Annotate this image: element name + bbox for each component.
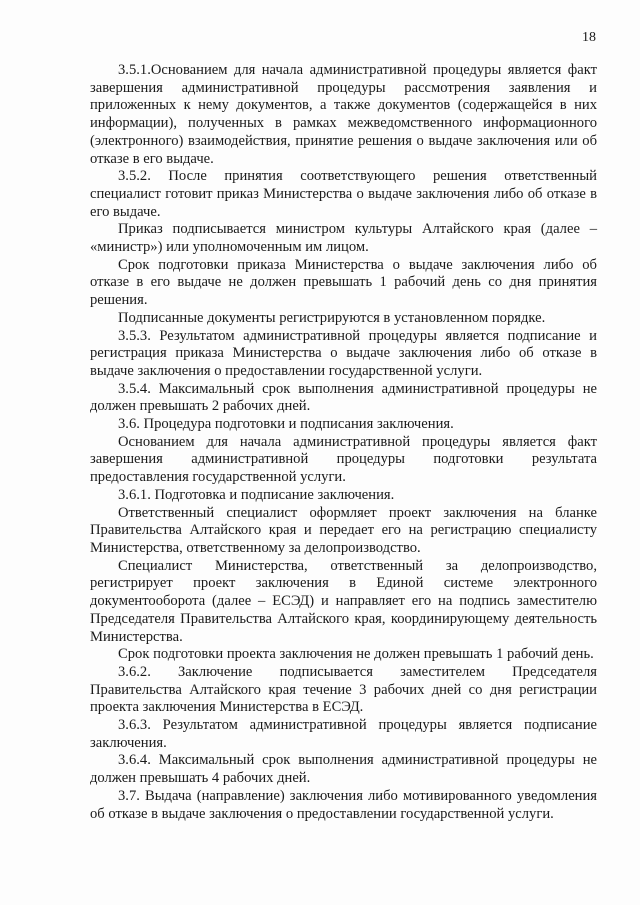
- paragraph-3-6-1: 3.6.1. Подготовка и подписание заключения.: [118, 486, 395, 503]
- paragraph-draft-deadline: Срок подготовки проекта заключения не должен превышать 1 рабочий день.: [118, 646, 594, 663]
- paragraph-draft-preparation: Ответственный специалист оформляет проект заключения на бланке Правительства Алтайского края и передает его на регистрацию специалисту Министерства, ответственному за делопроизводство.: [90, 504, 597, 556]
- paragraph-3-7: 3.7. Выдача (направление) заключения либо мотивированного уведомления об отказе в выдаче заключения о предоставлении государственной услуги.: [90, 787, 597, 822]
- paragraph-draft-registration: Специалист Министерства, ответственный за делопроизводство, регистрирует проект заключения в Единой системе электронного документооборота (далее – ЕСЭД) и направляет его на подпись заместителю Председателя Правительства Алтайского края, координирующему деятельность Министерства.: [90, 557, 597, 645]
- paragraph-3-5-4: 3.5.4. Максимальный срок выполнения административной процедуры не должен превышать 2 рабочих дней.: [90, 380, 597, 415]
- paragraph-registration: Подписанные документы регистрируются в установленном порядке.: [118, 309, 546, 326]
- paragraph-3-6: 3.6. Процедура подготовки и подписания заключения.: [118, 416, 454, 433]
- page-number: 18: [582, 30, 596, 45]
- paragraph-3-6-2: 3.6.2. Заключение подписывается заместителем Председателя Правительства Алтайского края течение 3 рабочих дней со дня регистрации проекта заключения Министерства в ЕСЭД.: [90, 663, 597, 716]
- paragraph-3-6-3: 3.6.3. Результатом административной процедуры является подписание заключения.: [90, 717, 597, 751]
- paragraph-order-signing: Приказ подписывается министром культуры Алтайского края (далее – «министр») или уполномоченным им лицом.: [90, 221, 597, 256]
- paragraph-3-6-4: 3.6.4. Максимальный срок выполнения административной процедуры не должен превышать 4 рабочих дней.: [90, 752, 597, 787]
- paragraph-3-5-1: 3.5.1.Основанием для начала административной процедуры является факт завершения административной процедуры рассмотрения заявления и приложенных к нему документов, а также документов (содержащейся в них информации), полученных в рамках межведомственного информационного (электронного) взаимодействия, принятие решения о выдаче заключения или об отказе в его выдаче.: [90, 62, 597, 167]
- document-body: [90, 62, 597, 823]
- paragraph-3-5-3: 3.5.3. Результатом административной процедуры является подписание и регистрация приказа Министерства о выдаче заключения либо об отказе в выдаче заключения о предоставлении государственной услуги.: [90, 327, 597, 379]
- paragraph-order-deadline: Срок подготовки приказа Министерства о выдаче заключения либо об отказе в его выдаче не должен превышать 1 рабочий день со дня принятия решения.: [90, 256, 597, 309]
- paragraph-3-6-basis: Основанием для начала административной процедуры является факт завершения административной процедуры подготовки результата предоставления государственной услуги.: [90, 433, 597, 486]
- paragraph-3-5-2: 3.5.2. После принятия соответствующего решения ответственный специалист готовит приказ Министерства о выдаче заключения либо об отказе в его выдаче.: [90, 168, 597, 220]
